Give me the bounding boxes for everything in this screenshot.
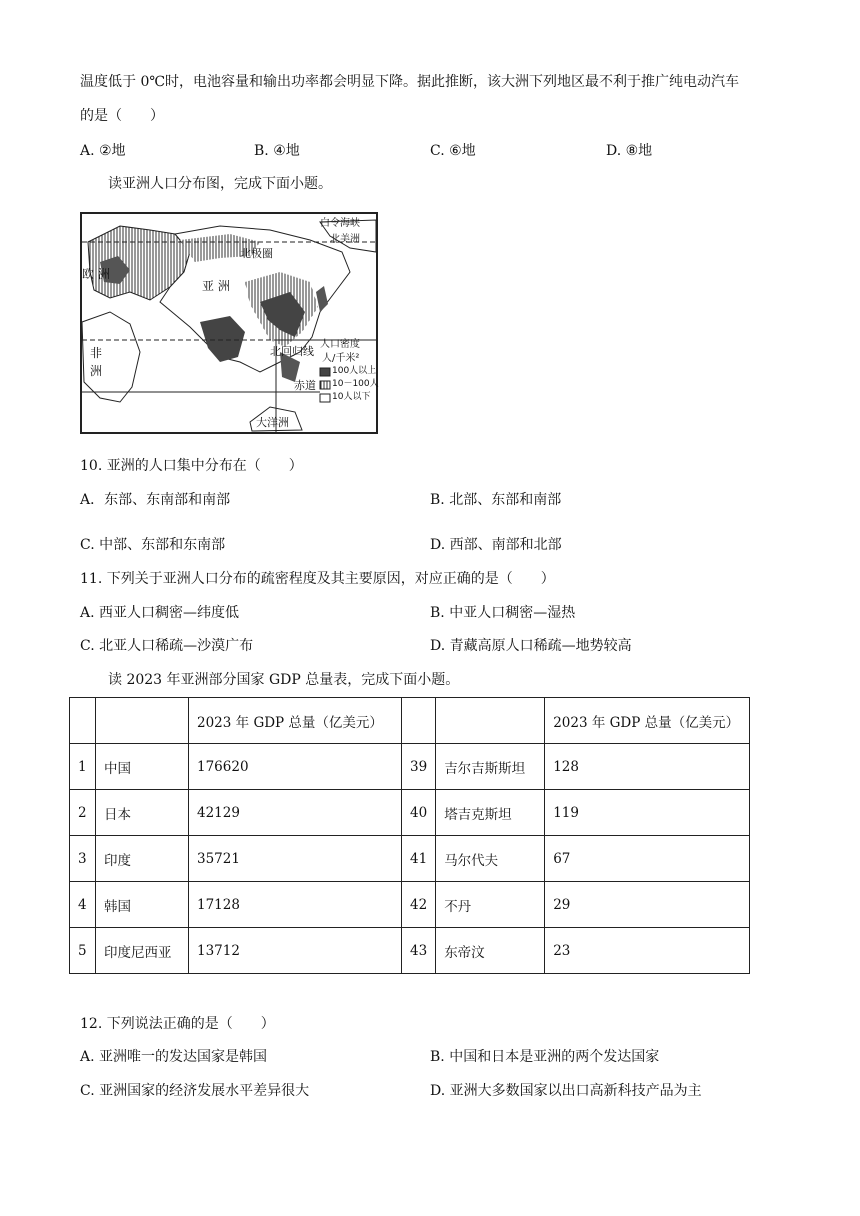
gdp-cell: 119 xyxy=(545,790,750,836)
q12-option-a[interactable]: A. 亚洲唯一的发达国家是韩国 xyxy=(80,1049,268,1065)
q10-option-c[interactable]: C. 中部、东部和东南部 xyxy=(80,537,226,553)
table-header-row xyxy=(70,698,750,744)
gdp-cell: 17128 xyxy=(189,882,402,928)
map-label-equator: 赤道 xyxy=(294,379,316,392)
country-cell: 马尔代夫 xyxy=(436,836,545,882)
rank-cell: 41 xyxy=(402,836,436,882)
gdp-cell: 67 xyxy=(545,836,750,882)
q9-option-c[interactable]: C. ⑥地 xyxy=(430,143,476,159)
rank-cell: 1 xyxy=(70,744,96,790)
gdp-cell: 128 xyxy=(545,744,750,790)
q12-option-b[interactable]: B. 中国和日本是亚洲的两个发达国家 xyxy=(430,1049,660,1065)
table-row xyxy=(70,836,750,882)
map-label-north-america: 北美洲 xyxy=(330,234,360,245)
q10-option-a[interactable]: A．东部、东南部和南部 xyxy=(80,492,231,508)
map-label-europe: 欧 洲 xyxy=(82,267,110,281)
country-cell: 印度 xyxy=(96,836,189,882)
intro-line-2: 的是（ ） xyxy=(80,108,164,124)
gdp-cell: 35721 xyxy=(189,836,402,882)
map-instruction: 读亚洲人口分布图，完成下面小题。 xyxy=(108,176,332,192)
legend-title: 人口密度 xyxy=(320,339,360,350)
rank-cell: 3 xyxy=(70,836,96,882)
q9-option-b[interactable]: B. ④地 xyxy=(254,143,300,159)
table-row xyxy=(70,790,750,836)
q11-option-a[interactable]: A. 西亚人口稠密—纬度低 xyxy=(80,605,240,621)
gdp-cell: 23 xyxy=(545,928,750,974)
country-cell: 不丹 xyxy=(436,882,545,928)
map-label-arctic-circle: 北极圈 xyxy=(240,247,273,260)
q12-option-d[interactable]: D. 亚洲大多数国家以出口高新科技产品为主 xyxy=(430,1083,702,1099)
gdp-cell: 13712 xyxy=(189,928,402,974)
legend-item-low: 10人以下 xyxy=(332,392,371,402)
q11-option-d[interactable]: D. 青藏高原人口稀疏—地势较高 xyxy=(430,638,632,654)
q10-option-b[interactable]: B. 北部、东部和南部 xyxy=(430,492,562,508)
rank-cell: 42 xyxy=(402,882,436,928)
header-gdp-left: 2023 年 GDP 总量（亿美元） xyxy=(189,698,402,744)
q12-option-c[interactable]: C. 亚洲国家的经济发展水平差异很大 xyxy=(80,1083,310,1099)
q12-stem: 12. 下列说法正确的是（ ） xyxy=(80,1016,275,1032)
country-cell: 韩国 xyxy=(96,882,189,928)
rank-cell: 5 xyxy=(70,928,96,974)
legend-item-high: 100人以上 xyxy=(332,366,377,376)
rank-cell: 2 xyxy=(70,790,96,836)
rank-cell: 43 xyxy=(402,928,436,974)
gdp-table xyxy=(69,697,750,974)
legend-unit: 人/千米² xyxy=(322,353,360,364)
country-cell: 塔吉克斯坦 xyxy=(436,790,545,836)
gdp-cell: 176620 xyxy=(189,744,402,790)
table-instruction: 读 2023 年亚洲部分国家 GDP 总量表，完成下面小题。 xyxy=(108,672,460,688)
map-label-bering: 白令海峡 xyxy=(320,218,360,229)
map-label-asia: 亚 洲 xyxy=(202,279,230,293)
header-gdp-right: 2023 年 GDP 总量（亿美元） xyxy=(545,698,750,744)
rank-cell: 40 xyxy=(402,790,436,836)
map-label-oceania: 大洋洲 xyxy=(256,416,289,429)
q9-option-d[interactable]: D. ⑧地 xyxy=(606,143,653,159)
map-label-tropic: 北回归线 xyxy=(270,345,314,358)
rank-cell: 4 xyxy=(70,882,96,928)
q11-option-b[interactable]: B. 中亚人口稠密—湿热 xyxy=(430,605,576,621)
table-row xyxy=(70,882,750,928)
table-row xyxy=(70,928,750,974)
q11-option-c[interactable]: C. 北亚人口稀疏—沙漠广布 xyxy=(80,638,254,654)
q11-stem: 11. 下列关于亚洲人口分布的疏密程度及其主要原因，对应正确的是（ ） xyxy=(80,571,555,587)
country-cell: 中国 xyxy=(96,744,189,790)
q10-option-d[interactable]: D. 西部、南部和北部 xyxy=(430,537,562,553)
country-cell: 印度尼西亚 xyxy=(96,928,189,974)
legend-item-medium: 10－100人 xyxy=(332,379,379,389)
rank-cell: 39 xyxy=(402,744,436,790)
country-cell: 吉尔吉斯斯坦 xyxy=(436,744,545,790)
country-cell: 日本 xyxy=(96,790,189,836)
q9-option-a[interactable]: A. ②地 xyxy=(80,143,126,159)
gdp-cell: 42129 xyxy=(189,790,402,836)
country-cell: 东帝汶 xyxy=(436,928,545,974)
intro-line-1: 温度低于 0℃时，电池容量和输出功率都会明显下降。据此推断，该大洲下列地区最不利于推广纯电动汽车 xyxy=(80,74,740,90)
map-label-africa: 非 洲 xyxy=(90,346,103,378)
q10-stem: 10. 亚洲的人口集中分布在（ ） xyxy=(80,458,303,474)
table-row xyxy=(70,744,750,790)
gdp-cell: 29 xyxy=(545,882,750,928)
asia-population-map xyxy=(80,212,380,435)
